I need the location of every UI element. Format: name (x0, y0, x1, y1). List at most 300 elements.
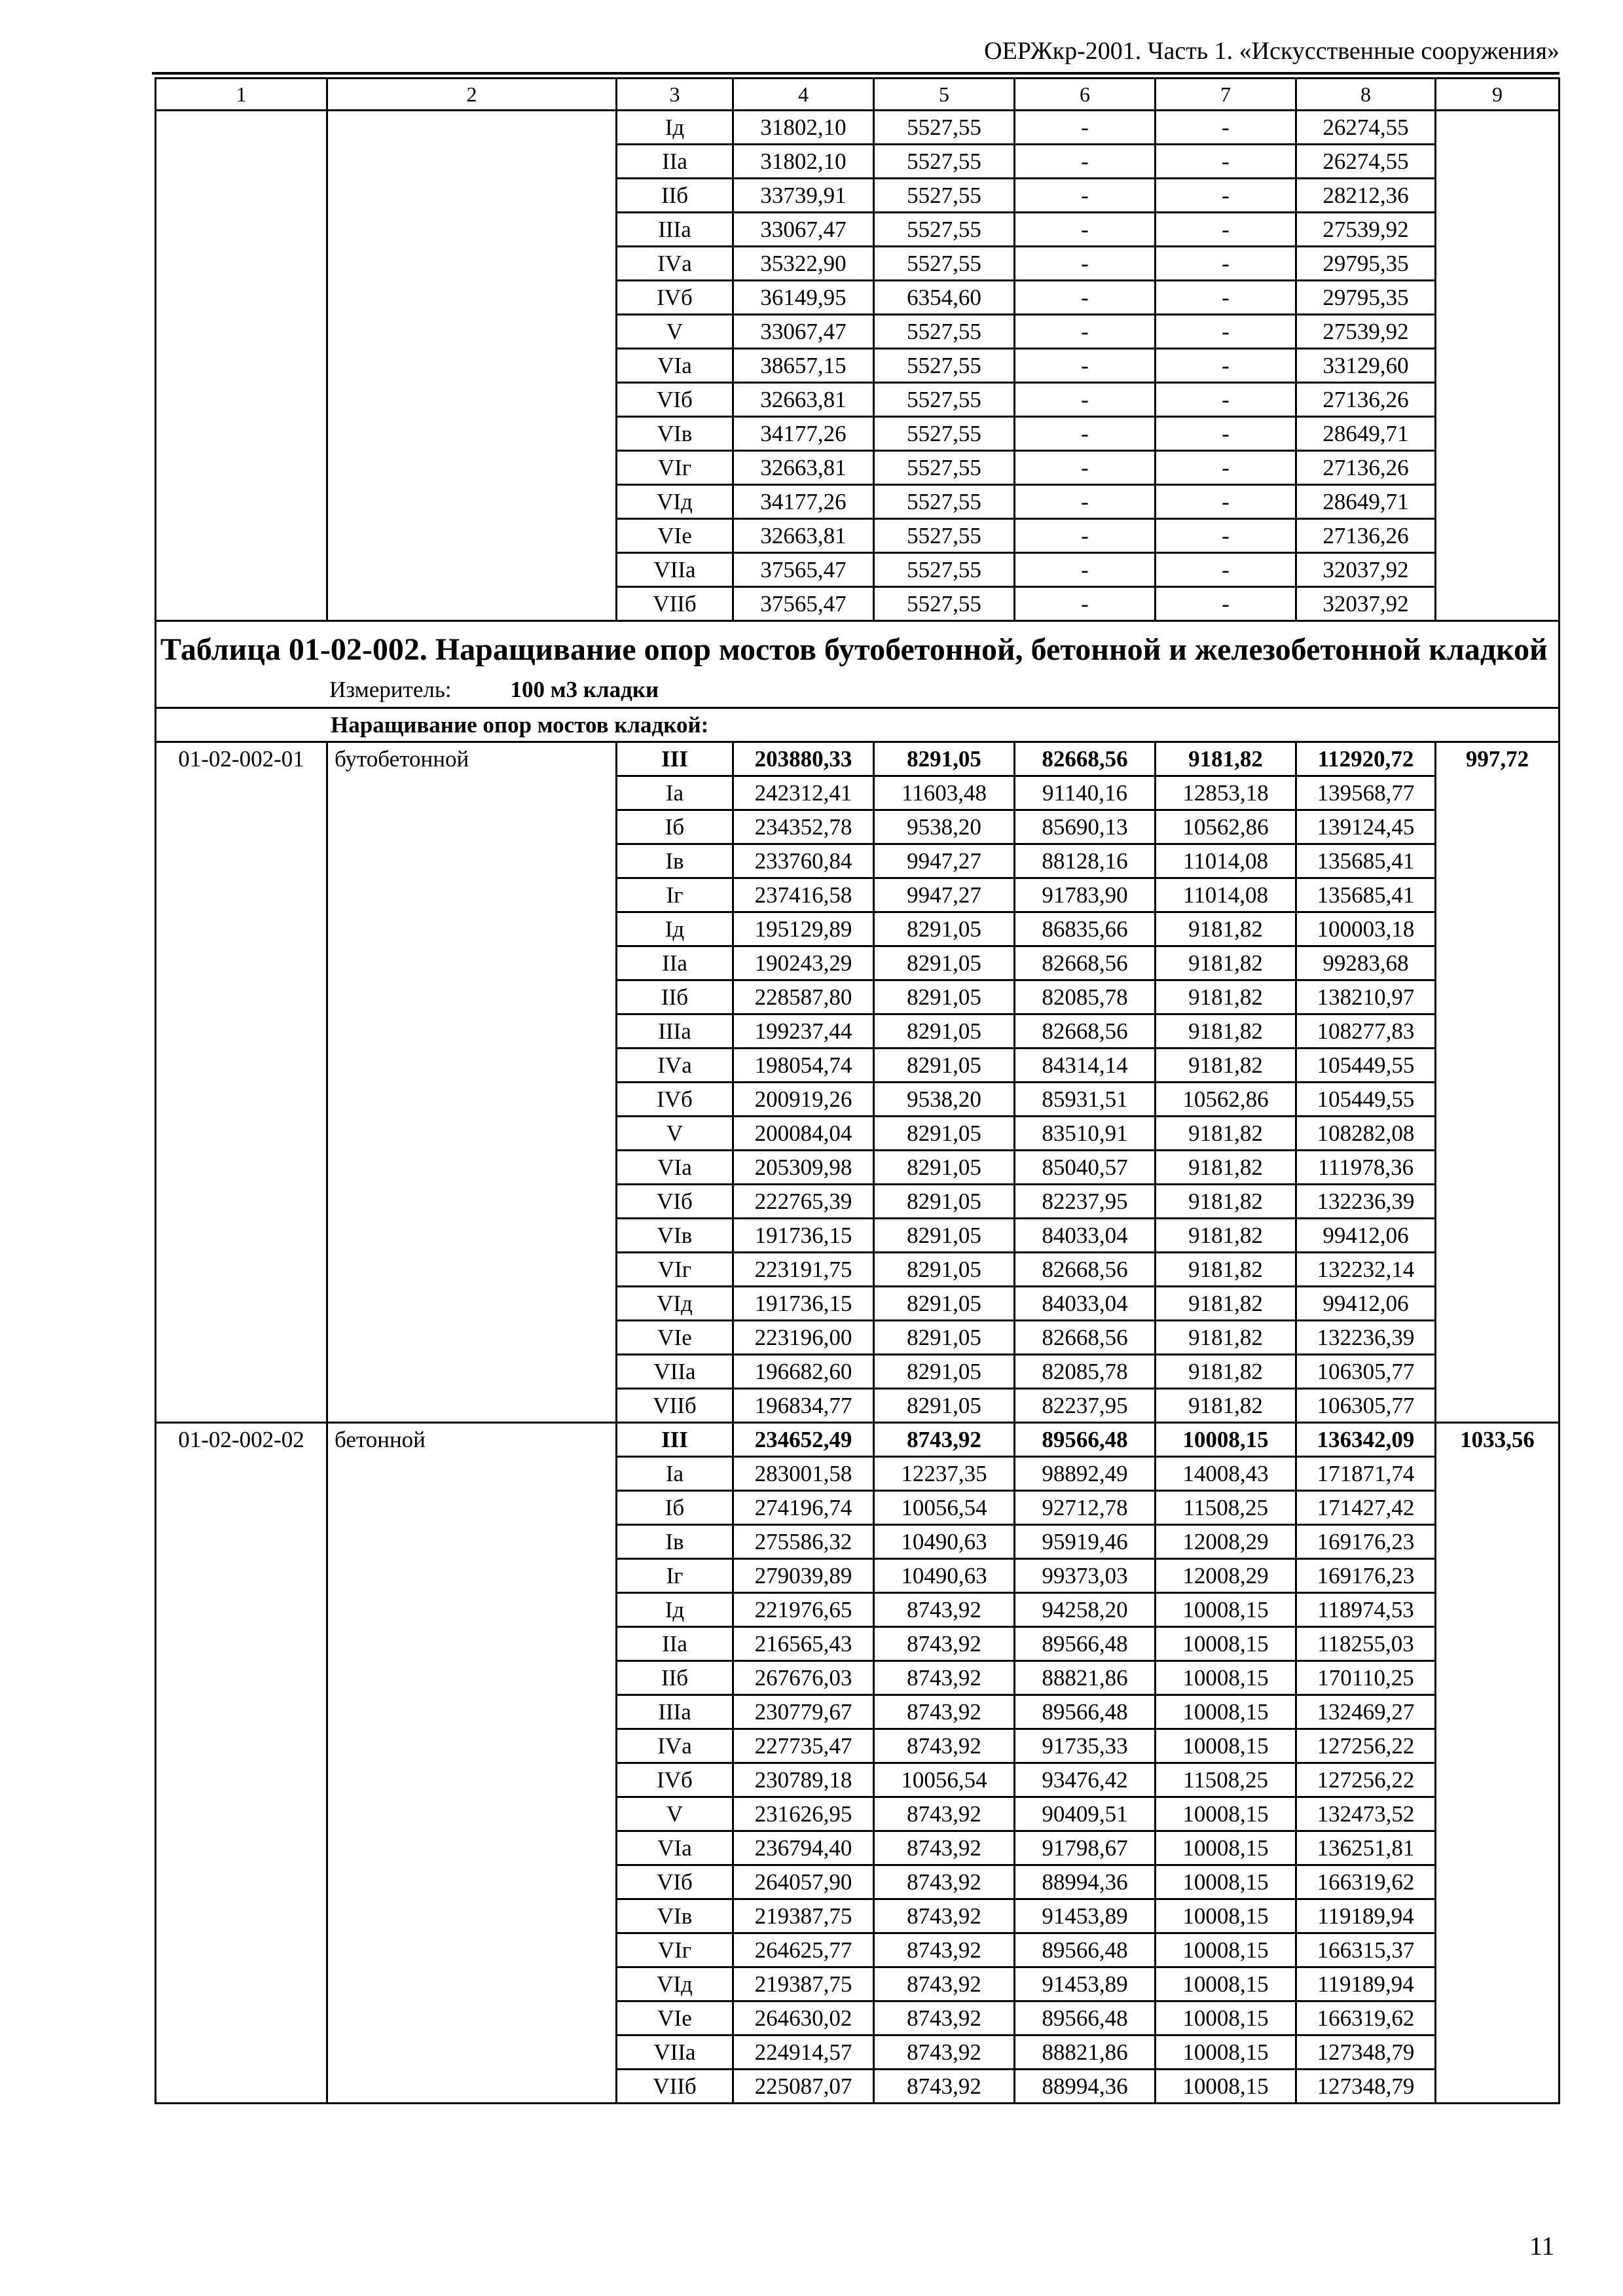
machinist-wages-cell: 10008,15 (1156, 1933, 1296, 1967)
total-cost-cell: 222765,39 (733, 1185, 874, 1219)
machine-cost-cell: - (1015, 213, 1156, 247)
row-index-cell: VIIб (617, 587, 733, 621)
row-index-cell: VIд (617, 485, 733, 519)
total-cost-cell: 216565,43 (733, 1627, 874, 1661)
total-cost-cell: 200919,26 (733, 1083, 874, 1117)
meter-line (160, 675, 1554, 704)
machinist-wages-cell: 9181,82 (1156, 1049, 1296, 1083)
row-index-cell: V (617, 315, 733, 349)
materials-cell: 136251,81 (1296, 1831, 1436, 1865)
wages-cell: 9538,20 (874, 810, 1015, 844)
machine-cost-cell: 82668,56 (1015, 1321, 1156, 1355)
materials-cell: 27539,92 (1296, 315, 1436, 349)
column-number: 8 (1296, 79, 1436, 111)
materials-cell: 26274,55 (1296, 111, 1436, 145)
machinist-wages-cell: 10008,15 (1156, 1967, 1296, 2001)
total-cost-cell: 223191,75 (733, 1253, 874, 1287)
row-index-cell: VIа (617, 349, 733, 383)
row-index-cell: VIIа (617, 2036, 733, 2070)
wages-cell: 10490,63 (874, 1559, 1015, 1593)
machine-cost-cell: 84033,04 (1015, 1287, 1156, 1321)
index-cell (1436, 111, 1559, 621)
materials-cell: 166315,37 (1296, 1933, 1436, 1967)
machinist-wages-cell: - (1156, 451, 1296, 485)
machine-cost-cell: 88128,16 (1015, 844, 1156, 878)
wages-cell: 8291,05 (874, 1151, 1015, 1185)
machinist-wages-cell: 10008,15 (1156, 2001, 1296, 2036)
machinist-wages-cell: 9181,82 (1156, 1014, 1296, 1049)
materials-cell: 32037,92 (1296, 553, 1436, 587)
materials-cell: 99412,06 (1296, 1287, 1436, 1321)
machine-cost-cell: - (1015, 145, 1156, 179)
total-cost-cell: 191736,15 (733, 1287, 874, 1321)
machine-cost-cell: 88821,86 (1015, 2036, 1156, 2070)
wages-cell: 8291,05 (874, 1117, 1015, 1151)
row-index-cell: Iд (617, 1593, 733, 1627)
row-index-cell: VIе (617, 1321, 733, 1355)
machinist-wages-cell: - (1156, 179, 1296, 213)
machine-cost-cell: 89566,48 (1015, 1695, 1156, 1729)
materials-cell: 28212,36 (1296, 179, 1436, 213)
row-index-cell: IIа (617, 946, 733, 980)
materials-cell: 105449,55 (1296, 1083, 1436, 1117)
wages-cell: 8291,05 (874, 1389, 1015, 1423)
wages-cell: 8291,05 (874, 1219, 1015, 1253)
wages-cell: 10490,63 (874, 1525, 1015, 1559)
machine-cost-cell: 90409,51 (1015, 1797, 1156, 1831)
machinist-wages-cell: - (1156, 417, 1296, 451)
machine-cost-cell: - (1015, 315, 1156, 349)
wages-cell: 5527,55 (874, 383, 1015, 417)
table-body (156, 79, 1559, 2104)
wages-cell: 8291,05 (874, 980, 1015, 1014)
wages-cell: 12237,35 (874, 1457, 1015, 1491)
machine-cost-cell: 82668,56 (1015, 1253, 1156, 1287)
machinist-wages-cell: 11508,25 (1156, 1491, 1296, 1525)
wages-cell: 8743,92 (874, 1865, 1015, 1899)
machine-cost-cell: 82668,56 (1015, 946, 1156, 980)
row-index-cell: VIв (617, 1899, 733, 1933)
total-cost-cell: 221976,65 (733, 1593, 874, 1627)
meter-value: 100 м3 кладки (510, 677, 659, 702)
row-index-cell: VIб (617, 1865, 733, 1899)
machine-cost-cell: 89566,48 (1015, 1423, 1156, 1457)
machine-cost-cell: 93476,42 (1015, 1763, 1156, 1797)
machine-cost-cell: 82668,56 (1015, 742, 1156, 776)
machine-cost-cell: 91453,89 (1015, 1899, 1156, 1933)
machine-cost-cell: 95919,46 (1015, 1525, 1156, 1559)
machine-cost-cell: 84314,14 (1015, 1049, 1156, 1083)
materials-cell: 136342,09 (1296, 1423, 1436, 1457)
wages-cell: 8743,92 (874, 1967, 1015, 2001)
machinist-wages-cell: 9181,82 (1156, 1151, 1296, 1185)
total-cost-cell: 32663,81 (733, 451, 874, 485)
machinist-wages-cell: 11014,08 (1156, 878, 1296, 912)
total-cost-cell: 267676,03 (733, 1661, 874, 1695)
total-cost-cell: 195129,89 (733, 912, 874, 946)
machine-cost-cell: - (1015, 451, 1156, 485)
machinist-wages-cell: 9181,82 (1156, 1355, 1296, 1389)
row-index-cell: IIIа (617, 1695, 733, 1729)
total-cost-cell: 200084,04 (733, 1117, 874, 1151)
total-cost-cell: 236794,40 (733, 1831, 874, 1865)
row-index-cell: IIб (617, 980, 733, 1014)
materials-cell: 170110,25 (1296, 1661, 1436, 1695)
materials-cell: 127256,22 (1296, 1729, 1436, 1763)
total-cost-cell: 279039,89 (733, 1559, 874, 1593)
machinist-wages-cell: - (1156, 485, 1296, 519)
machinist-wages-cell: - (1156, 519, 1296, 553)
total-cost-cell: 34177,26 (733, 417, 874, 451)
total-cost-cell: 32663,81 (733, 519, 874, 553)
machine-cost-cell: 82668,56 (1015, 1014, 1156, 1049)
row-index-cell: VIд (617, 1967, 733, 2001)
machine-cost-cell: - (1015, 111, 1156, 145)
materials-cell: 132232,14 (1296, 1253, 1436, 1287)
total-cost-cell: 203880,33 (733, 742, 874, 776)
wages-cell: 9947,27 (874, 878, 1015, 912)
materials-cell: 132473,52 (1296, 1797, 1436, 1831)
machine-cost-cell: - (1015, 247, 1156, 281)
wages-cell: 8743,92 (874, 1627, 1015, 1661)
materials-cell: 118255,03 (1296, 1627, 1436, 1661)
machinist-wages-cell: - (1156, 111, 1296, 145)
code-cell: 01-02-002-02 (156, 1423, 327, 2104)
row-index-cell: VIIб (617, 1389, 733, 1423)
machine-cost-cell: 88994,36 (1015, 2070, 1156, 2104)
row-index-cell: Iд (617, 912, 733, 946)
machinist-wages-cell: 9181,82 (1156, 742, 1296, 776)
total-cost-cell: 233760,84 (733, 844, 874, 878)
materials-cell: 99412,06 (1296, 1219, 1436, 1253)
machine-cost-cell: 82085,78 (1015, 1355, 1156, 1389)
total-cost-cell: 227735,47 (733, 1729, 874, 1763)
total-cost-cell: 199237,44 (733, 1014, 874, 1049)
machinist-wages-cell: 10008,15 (1156, 1593, 1296, 1627)
machine-cost-cell: 84033,04 (1015, 1219, 1156, 1253)
machine-cost-cell: - (1015, 417, 1156, 451)
materials-cell: 135685,41 (1296, 878, 1436, 912)
column-number: 7 (1156, 79, 1296, 111)
machinist-wages-cell: - (1156, 247, 1296, 281)
materials-cell: 132469,27 (1296, 1695, 1436, 1729)
materials-cell: 99283,68 (1296, 946, 1436, 980)
machinist-wages-cell: 9181,82 (1156, 912, 1296, 946)
machine-cost-cell: - (1015, 349, 1156, 383)
materials-cell: 108282,08 (1296, 1117, 1436, 1151)
machinist-wages-cell: 9181,82 (1156, 980, 1296, 1014)
column-number: 3 (617, 79, 733, 111)
column-number: 4 (733, 79, 874, 111)
row-index-cell: Iг (617, 1559, 733, 1593)
materials-cell: 135685,41 (1296, 844, 1436, 878)
materials-cell: 28649,71 (1296, 485, 1436, 519)
wages-cell: 5527,55 (874, 349, 1015, 383)
total-cost-cell: 224914,57 (733, 2036, 874, 2070)
row-index-cell: VIа (617, 1151, 733, 1185)
materials-cell: 32037,92 (1296, 587, 1436, 621)
total-cost-cell: 37565,47 (733, 553, 874, 587)
total-cost-cell: 34177,26 (733, 485, 874, 519)
materials-cell: 127348,79 (1296, 2036, 1436, 2070)
machine-cost-cell: 89566,48 (1015, 1627, 1156, 1661)
machinist-wages-cell: 11014,08 (1156, 844, 1296, 878)
total-cost-cell: 219387,75 (733, 1899, 874, 1933)
row-index-cell: Iв (617, 1525, 733, 1559)
machine-cost-cell: 88821,86 (1015, 1661, 1156, 1695)
wages-cell: 8743,92 (874, 1899, 1015, 1933)
wages-cell: 5527,55 (874, 519, 1015, 553)
index-cell: 1033,56 (1436, 1423, 1559, 2104)
machine-cost-cell: - (1015, 383, 1156, 417)
total-cost-cell: 35322,90 (733, 247, 874, 281)
materials-cell: 29795,35 (1296, 281, 1436, 315)
wages-cell: 8743,92 (874, 1695, 1015, 1729)
row-index-cell: VIIа (617, 1355, 733, 1389)
row-index-cell: IVб (617, 1763, 733, 1797)
wages-cell: 11603,48 (874, 776, 1015, 810)
table-row (156, 111, 1559, 145)
row-index-cell: VIд (617, 1287, 733, 1321)
machinist-wages-cell: 10008,15 (1156, 1423, 1296, 1457)
wages-cell: 8291,05 (874, 1049, 1015, 1083)
total-cost-cell: 225087,07 (733, 2070, 874, 2104)
total-cost-cell: 234652,49 (733, 1423, 874, 1457)
machinist-wages-cell: - (1156, 281, 1296, 315)
row-index-cell: III (617, 1423, 733, 1457)
total-cost-cell: 230789,18 (733, 1763, 874, 1797)
machinist-wages-cell: - (1156, 349, 1296, 383)
total-cost-cell: 198054,74 (733, 1049, 874, 1083)
wages-cell: 8291,05 (874, 742, 1015, 776)
machinist-wages-cell: 10008,15 (1156, 2070, 1296, 2104)
table-title-row (156, 621, 1559, 708)
materials-cell: 171871,74 (1296, 1457, 1436, 1491)
wages-cell: 8291,05 (874, 1355, 1015, 1389)
wages-cell: 8743,92 (874, 1797, 1015, 1831)
materials-cell: 139124,45 (1296, 810, 1436, 844)
total-cost-cell: 31802,10 (733, 111, 874, 145)
machine-cost-cell: 92712,78 (1015, 1491, 1156, 1525)
machinist-wages-cell: 9181,82 (1156, 946, 1296, 980)
wages-cell: 5527,55 (874, 485, 1015, 519)
code-cell: 01-02-002-01 (156, 742, 327, 1423)
wages-cell: 5527,55 (874, 417, 1015, 451)
row-index-cell: IVа (617, 1729, 733, 1763)
total-cost-cell: 196834,77 (733, 1389, 874, 1423)
total-cost-cell: 31802,10 (733, 145, 874, 179)
machine-cost-cell: 89566,48 (1015, 1933, 1156, 1967)
machinist-wages-cell: 14008,43 (1156, 1457, 1296, 1491)
machinist-wages-cell: 9181,82 (1156, 1117, 1296, 1151)
name-cell: бутобетонной (327, 742, 617, 1423)
materials-cell: 132236,39 (1296, 1185, 1436, 1219)
row-index-cell: IVб (617, 281, 733, 315)
row-index-cell: Iв (617, 844, 733, 878)
machine-cost-cell: - (1015, 519, 1156, 553)
wages-cell: 8291,05 (874, 1253, 1015, 1287)
machinist-wages-cell: 9181,82 (1156, 1185, 1296, 1219)
materials-cell: 27539,92 (1296, 213, 1436, 247)
wages-cell: 9538,20 (874, 1083, 1015, 1117)
machinist-wages-cell: 9181,82 (1156, 1219, 1296, 1253)
materials-cell: 119189,94 (1296, 1899, 1436, 1933)
machine-cost-cell: 91735,33 (1015, 1729, 1156, 1763)
machinist-wages-cell: 10008,15 (1156, 1627, 1296, 1661)
total-cost-cell: 228587,80 (733, 980, 874, 1014)
row-index-cell: IIб (617, 1661, 733, 1695)
total-cost-cell: 234352,78 (733, 810, 874, 844)
materials-cell: 119189,94 (1296, 1967, 1436, 2001)
materials-cell: 127256,22 (1296, 1763, 1436, 1797)
machinist-wages-cell: 10008,15 (1156, 1899, 1296, 1933)
materials-cell: 106305,77 (1296, 1389, 1436, 1423)
machinist-wages-cell: 10008,15 (1156, 1695, 1296, 1729)
wages-cell: 8743,92 (874, 1423, 1015, 1457)
row-index-cell: VIIб (617, 2070, 733, 2104)
materials-cell: 139568,77 (1296, 776, 1436, 810)
total-cost-cell: 237416,58 (733, 878, 874, 912)
row-index-cell: IIIа (617, 213, 733, 247)
column-numbers-row (156, 79, 1559, 111)
wages-cell: 8743,92 (874, 1933, 1015, 1967)
machine-cost-cell: 85040,57 (1015, 1151, 1156, 1185)
column-number: 9 (1436, 79, 1559, 111)
total-cost-cell: 230779,67 (733, 1695, 874, 1729)
wages-cell: 8743,92 (874, 1729, 1015, 1763)
materials-cell: 169176,23 (1296, 1559, 1436, 1593)
index-cell: 997,72 (1436, 742, 1559, 1423)
row-index-cell: VIб (617, 1185, 733, 1219)
machinist-wages-cell: 12008,29 (1156, 1559, 1296, 1593)
total-cost-cell: 283001,58 (733, 1457, 874, 1491)
machine-cost-cell: 82237,95 (1015, 1389, 1156, 1423)
materials-cell: 166319,62 (1296, 1865, 1436, 1899)
wages-cell: 6354,60 (874, 281, 1015, 315)
wages-cell: 8743,92 (874, 1593, 1015, 1627)
materials-cell: 112920,72 (1296, 742, 1436, 776)
row-index-cell: V (617, 1797, 733, 1831)
materials-cell: 105449,55 (1296, 1049, 1436, 1083)
materials-cell: 27136,26 (1296, 383, 1436, 417)
wages-cell: 8291,05 (874, 912, 1015, 946)
wages-cell: 5527,55 (874, 451, 1015, 485)
machine-cost-cell: 85931,51 (1015, 1083, 1156, 1117)
machine-cost-cell: 91798,67 (1015, 1831, 1156, 1865)
materials-cell: 108277,83 (1296, 1014, 1436, 1049)
machine-cost-cell: 89566,48 (1015, 2001, 1156, 2036)
materials-cell: 169176,23 (1296, 1525, 1436, 1559)
total-cost-cell: 191736,15 (733, 1219, 874, 1253)
materials-cell: 106305,77 (1296, 1355, 1436, 1389)
row-index-cell: Iд (617, 111, 733, 145)
machine-cost-cell: - (1015, 553, 1156, 587)
wages-cell: 8743,92 (874, 2070, 1015, 2104)
machinist-wages-cell: - (1156, 587, 1296, 621)
table-title: Таблица 01-02-002. Наращивание опор мостов бутобетонной, бетонной и железобетонной кладкой (160, 632, 1548, 667)
row-index-cell: VIг (617, 451, 733, 485)
machine-cost-cell: 91140,16 (1015, 776, 1156, 810)
wages-cell: 8291,05 (874, 1014, 1015, 1049)
machinist-wages-cell: 9181,82 (1156, 1287, 1296, 1321)
machine-cost-cell: 83510,91 (1015, 1117, 1156, 1151)
total-cost-cell: 223196,00 (733, 1321, 874, 1355)
wages-cell: 5527,55 (874, 145, 1015, 179)
machinist-wages-cell: 10008,15 (1156, 1865, 1296, 1899)
materials-cell: 118974,53 (1296, 1593, 1436, 1627)
total-cost-cell: 205309,98 (733, 1151, 874, 1185)
section-row (156, 708, 1559, 742)
total-cost-cell: 36149,95 (733, 281, 874, 315)
row-index-cell: III (617, 742, 733, 776)
wages-cell: 9947,27 (874, 844, 1015, 878)
machine-cost-cell: - (1015, 587, 1156, 621)
wages-cell: 5527,55 (874, 315, 1015, 349)
row-index-cell: IIа (617, 145, 733, 179)
row-index-cell: Iб (617, 1491, 733, 1525)
wages-cell: 5527,55 (874, 111, 1015, 145)
column-number: 6 (1015, 79, 1156, 111)
total-cost-cell: 274196,74 (733, 1491, 874, 1525)
code-cell (156, 111, 327, 621)
machine-cost-cell: 86835,66 (1015, 912, 1156, 946)
machine-cost-cell: - (1015, 281, 1156, 315)
rates-table (155, 77, 1560, 2104)
machine-cost-cell: 82237,95 (1015, 1185, 1156, 1219)
total-cost-cell: 37565,47 (733, 587, 874, 621)
total-cost-cell: 264630,02 (733, 2001, 874, 2036)
machinist-wages-cell: - (1156, 315, 1296, 349)
machinist-wages-cell: 10008,15 (1156, 1661, 1296, 1695)
materials-cell: 29795,35 (1296, 247, 1436, 281)
name-cell (327, 111, 617, 621)
total-cost-cell: 231626,95 (733, 1797, 874, 1831)
wages-cell: 8743,92 (874, 2036, 1015, 2070)
materials-cell: 27136,26 (1296, 519, 1436, 553)
row-index-cell: V (617, 1117, 733, 1151)
machinist-wages-cell: 10562,86 (1156, 810, 1296, 844)
wages-cell: 5527,55 (874, 179, 1015, 213)
row-index-cell: Iа (617, 776, 733, 810)
materials-cell: 132236,39 (1296, 1321, 1436, 1355)
table-title-cell (156, 621, 1559, 708)
row-index-cell: VIа (617, 1831, 733, 1865)
row-index-cell: VIг (617, 1253, 733, 1287)
wages-cell: 10056,54 (874, 1491, 1015, 1525)
column-number: 5 (874, 79, 1015, 111)
materials-cell: 33129,60 (1296, 349, 1436, 383)
row-index-cell: IVа (617, 1049, 733, 1083)
table-row (156, 742, 1559, 776)
machinist-wages-cell: 12008,29 (1156, 1525, 1296, 1559)
row-index-cell: VIе (617, 2001, 733, 2036)
materials-cell: 127348,79 (1296, 2070, 1436, 2104)
total-cost-cell: 33067,47 (733, 213, 874, 247)
row-index-cell: IIIа (617, 1014, 733, 1049)
machine-cost-cell: - (1015, 179, 1156, 213)
row-index-cell: IVб (617, 1083, 733, 1117)
row-index-cell: Iб (617, 810, 733, 844)
wages-cell: 8743,92 (874, 1831, 1015, 1865)
row-index-cell: VIIа (617, 553, 733, 587)
total-cost-cell: 190243,29 (733, 946, 874, 980)
machinist-wages-cell: 9181,82 (1156, 1321, 1296, 1355)
row-index-cell: VIб (617, 383, 733, 417)
row-index-cell: VIе (617, 519, 733, 553)
machine-cost-cell: 94258,20 (1015, 1593, 1156, 1627)
materials-cell: 111978,36 (1296, 1151, 1436, 1185)
row-index-cell: Iа (617, 1457, 733, 1491)
